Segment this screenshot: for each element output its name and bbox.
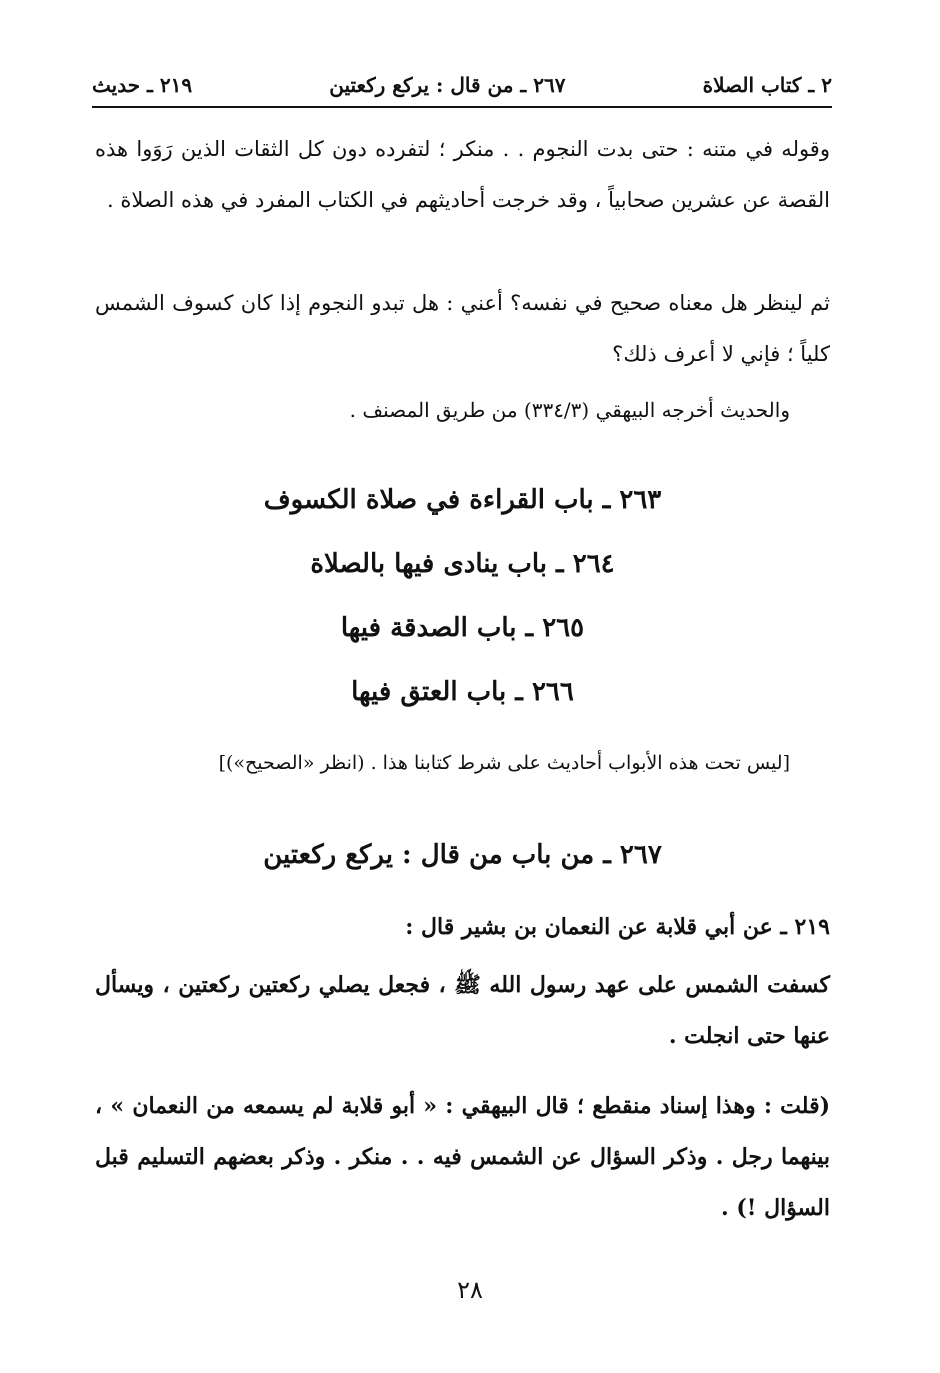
editorial-note: [ليس تحت هذه الأبواب أحاديث على شرط كتابنا هذا . (انظر «الصحيح»)] <box>218 752 790 774</box>
running-header <box>92 70 832 100</box>
commentary-paragraph-2: ثم لينظر هل معناه صحيح في نفسه؟ أعني : هل تبدو النجوم إذا كان كسوف الشمس كلياً ؛ فإني لا أعرف ذلك؟ <box>95 291 830 366</box>
chapter-heading-264: ٢٦٤ ـ باب ينادى فيها بالصلاة <box>310 549 615 579</box>
chapter-heading-265: ٢٦٥ ـ باب الصدقة فيها <box>340 613 585 643</box>
chapter-heading-266: ٢٦٦ ـ باب العتق فيها <box>351 677 574 707</box>
header-divider <box>92 106 832 108</box>
page-number: ٢٨ <box>457 1276 483 1304</box>
header-book-title: ٢ ـ كتاب الصلاة <box>702 73 832 97</box>
source-reference: والحديث أخرجه البيهقي (٣٣٤/٣) من طريق المصنف . <box>349 398 790 422</box>
hadith-text: كسفت الشمس على عهد رسول الله ﷺ ، فجعل يصلي ركعتين ركعتين ، ويسأل عنها حتى انجلت . <box>95 972 830 1049</box>
chapter-heading-267: ٢٦٧ ـ من باب من قال : يركع ركعتين <box>263 840 662 870</box>
commentary-paragraph-1: وقوله في متنه : حتى بدت النجوم . . منكر ؛ لتفرده دون كل الثقات الذين رَوَوا هذه القصة عن عشرين صحابياً ، وقد خرجت أحاديثهم في الكتاب المفرد في هذه الصلاة . <box>95 137 830 212</box>
hadith-isnad: ٢١٩ ـ عن أبي قلابة عن النعمان بن بشير قال : <box>405 914 830 940</box>
header-chapter-title: ٢٦٧ ـ من قال : يركع ركعتين <box>329 73 566 97</box>
chapter-heading-263: ٢٦٣ ـ باب القراءة في صلاة الكسوف <box>263 485 662 515</box>
header-hadith-number: ٢١٩ ـ حديث <box>92 73 193 97</box>
hadith-commentary: (قلت : وهذا إسناد منقطع ؛ قال البيهقي : « أبو قلابة لم يسمعه من النعمان » ، بينهما رجل . وذكر السؤال عن الشمس فيه . . منكر . وذكر بعضهم التسليم قبل السؤال !) . <box>95 1093 830 1221</box>
